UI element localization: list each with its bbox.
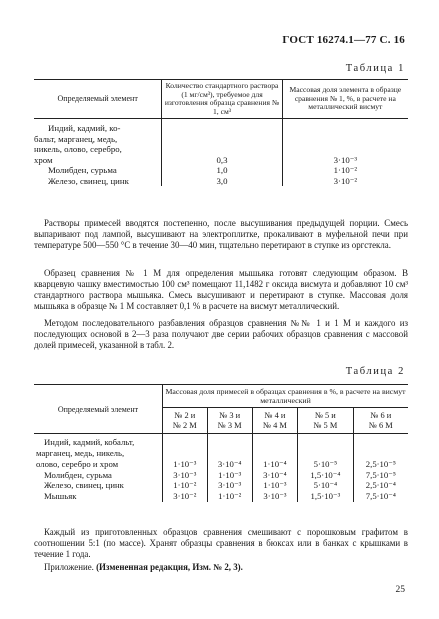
table2-caption: Таблица 2 (345, 366, 405, 377)
table2-cell: 3·10⁻³ (207, 480, 252, 491)
table2-subheader-2: № 2 и № 2 М (163, 408, 208, 434)
table2-subheader-6: № 6 и № 6 М (353, 408, 408, 434)
table-row (34, 480, 408, 491)
name-line: бальт, марганец, медь, (34, 133, 118, 144)
table2-cell: 7,5·10⁻⁴ (353, 491, 408, 502)
name-line: Индий, кадмий, ко- (48, 123, 121, 134)
table2-subheader-5: № 5 и № 5 М (298, 408, 354, 434)
table-row (34, 119, 408, 166)
table2-cell: 5·10⁻⁴ (298, 480, 354, 491)
table1-header-fraction: Массовая доля элемента в образце сравнения № 1, %, в расчете на металлический висмут (282, 80, 408, 119)
table-2 (34, 384, 408, 502)
paragraph-2: Образец сравнения № 1 М для определения мышьяка готовят следующим образом. В кварцевую чашку вместимостью 100 см³ помещают 11,1482 г оксида висмута и добавляют 10 см³ стандартного раствора мышьяка. Смесь высушивают и перетирают в ступке. Массовая доля мышьяка в образце № 1 М составляет 0,1 % в расчете на висмут металлический. (34, 268, 408, 311)
table2-header-group: Массовая доля примесей в образцах сравнения в %, в расчете на висмут металлический (163, 385, 409, 408)
table2-cell: 1,5·10⁻³ (298, 491, 354, 502)
name-line: хром (34, 154, 53, 165)
table2-cell: 1,5·10⁻⁴ (298, 470, 354, 481)
name-line: никель, олово, серебро, (34, 144, 122, 155)
paragraph-4: Каждый из приготовленных образцов сравнения смешивают с порошковым графитом в соотношении 5:1 (по массе). Хранят образцы сравнения в бюксах или в банках с крышками в течение 1 года. (34, 527, 408, 559)
table1-header-quantity: Количество стандартного раствора (1 мг/см³), требуемое для изготовления образца сравнения № 1, см³ (162, 80, 282, 119)
table1-row2-name: Молибден, сурьма (48, 165, 117, 176)
table1-row1-name (34, 119, 162, 166)
page-number: 25 (395, 585, 405, 595)
table1-row3-qty: 3,0 (162, 176, 282, 187)
table2-cell: 2,5·10⁻⁴ (353, 480, 408, 491)
table1-caption: Таблица 1 (345, 63, 405, 74)
table1-header-element: Определяемый элемент (34, 80, 162, 119)
table2-cell: 7,5·10⁻⁵ (353, 470, 408, 481)
table2-cell: 1·10⁻⁴ (252, 434, 297, 470)
table2-cell: 1·10⁻² (163, 480, 208, 491)
table-row (34, 176, 408, 187)
table2-row2-name: Молибден, сурьма (44, 469, 112, 480)
table2-subheader-3: № 3 и № 3 М (207, 408, 252, 434)
table2-cell: 2,5·10⁻⁵ (353, 434, 408, 470)
paragraph-3: Методом последовательного разбавления образцов сравнения №№ 1 и 1 М и каждого из последующих основой в 2—3 раза получают две серии рабочих образцов сравнения с массовой долей примесей, указанной в табл. 2. (34, 318, 408, 350)
table2-cell: 3·10⁻² (163, 491, 208, 502)
paragraph-1: Растворы примесей вводятся постепенно, после высушивания предыдущей порции. Смесь выпаривают под лампой, высушивают на электроплитке, прокаливают в муфельной печи при температуре 500—550 °С в течение 30—40 мин, тщательно перетирают в ступке из оргстекла. (34, 218, 408, 250)
table2-cell: 5·10⁻⁵ (298, 434, 354, 470)
table1-row2-frac: 1·10⁻² (333, 165, 358, 176)
table1-row3-name: Железо, свинец, цинк (48, 175, 129, 186)
table2-subheader-4: № 4 и № 4 М (252, 408, 297, 434)
table2-cell: 3·10⁻³ (163, 470, 208, 481)
page-header: ГОСТ 16274.1—77 С. 16 (282, 34, 405, 46)
table2-header-element: Определяемый элемент (34, 385, 163, 434)
appendix-label: Приложение. (44, 562, 94, 572)
table1-row1-frac: 3·10⁻³ (333, 154, 358, 165)
name-line: Индий, кадмий, кобальт, (44, 437, 135, 448)
table2-row3-name: Железо, свинец, цинк (44, 480, 124, 491)
table2-cell: 1·10⁻³ (207, 470, 252, 481)
name-line: марганец, медь, никель, (36, 447, 125, 458)
table-row (34, 491, 408, 502)
table2-cell: 1·10⁻² (207, 491, 252, 502)
table-row (34, 470, 408, 481)
table-1 (34, 79, 408, 186)
table1-row2-qty: 1,0 (162, 165, 282, 176)
name-line: олово, серебро и хром (36, 458, 119, 469)
table1-row3-frac: 3·10⁻² (333, 175, 358, 186)
table2-row1-name (34, 434, 163, 470)
table2-row4-name: Мышьяк (44, 491, 77, 502)
table1-row1-qty: 0,3 (162, 119, 282, 166)
table2-cell: 1·10⁻³ (252, 480, 297, 491)
table2-cell: 3·10⁻³ (252, 491, 297, 502)
table2-cell: 3·10⁻⁴ (252, 470, 297, 481)
table-row (34, 165, 408, 176)
table2-cell: 3·10⁻⁴ (207, 434, 252, 470)
table-row (34, 434, 408, 470)
table2-cell: 1·10⁻³ (163, 434, 208, 470)
paragraph-5 (34, 562, 408, 573)
amendment-note: (Измененная редакция, Изм. № 2, 3). (96, 562, 243, 572)
